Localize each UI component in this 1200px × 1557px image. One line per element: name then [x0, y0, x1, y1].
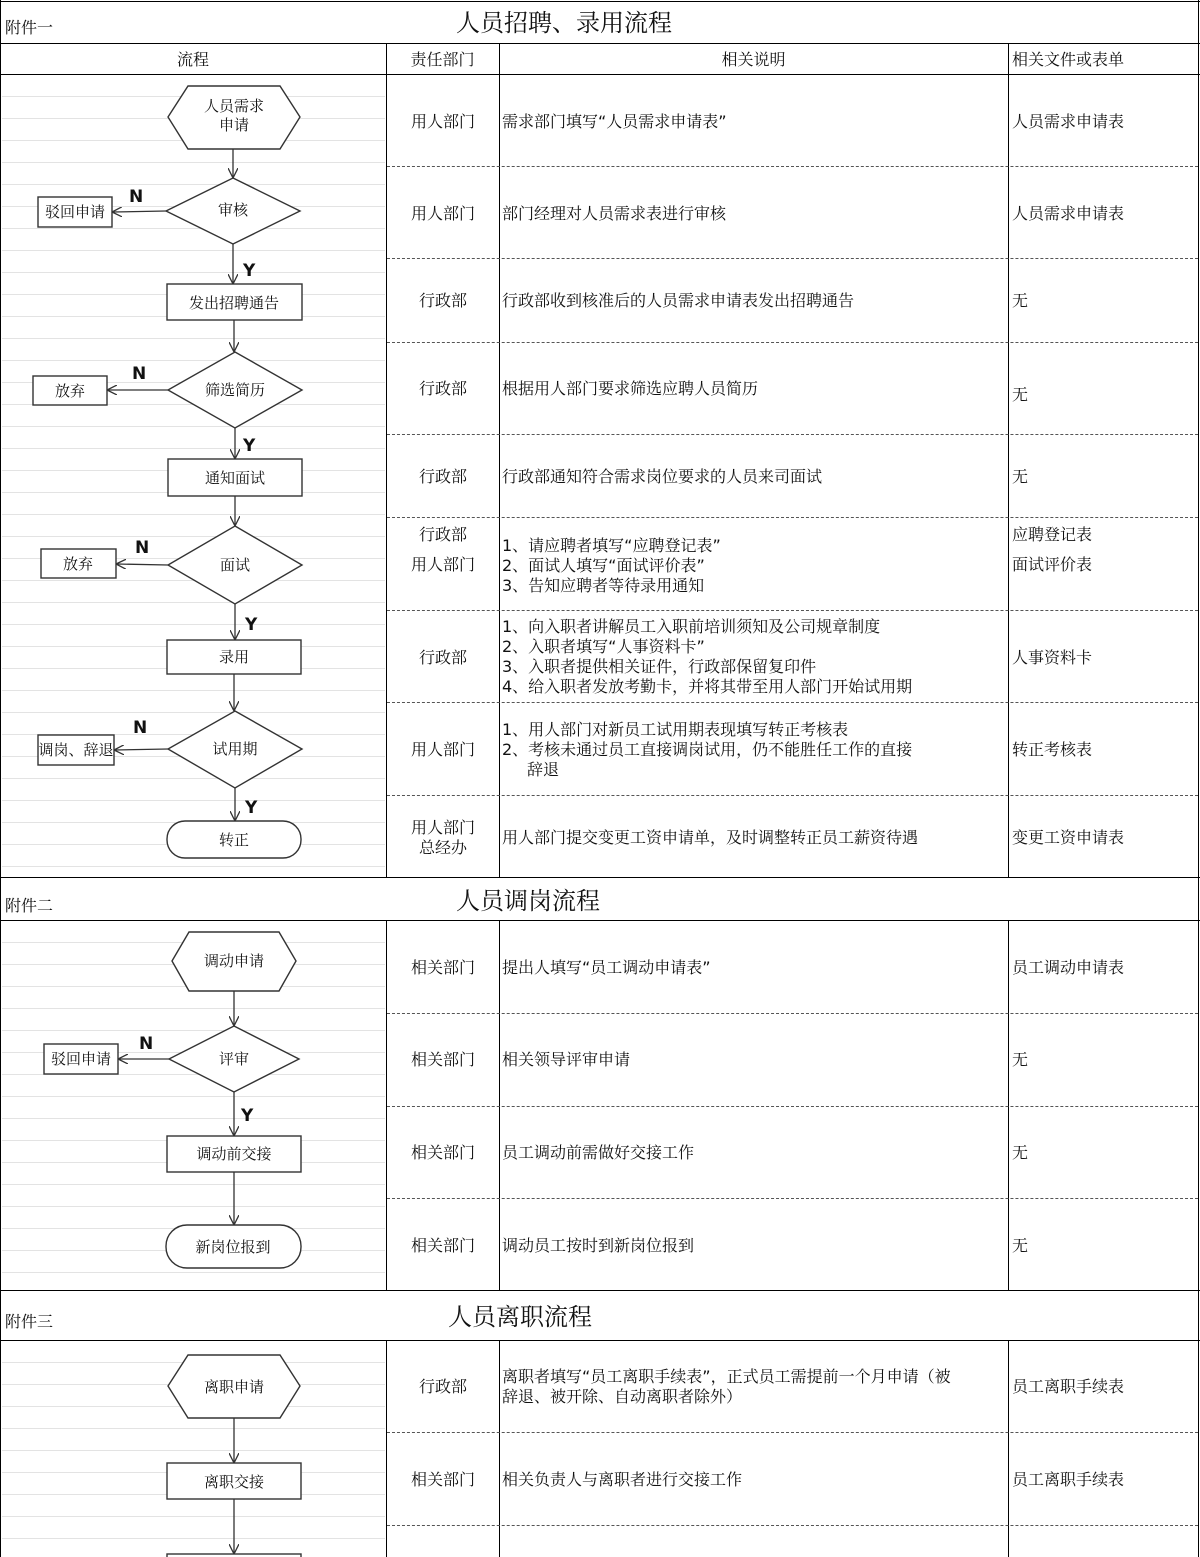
header-desc: 相关说明 — [721, 50, 786, 69]
file-cell: 人员需求申请表 — [1012, 204, 1125, 223]
desc-line: 2、面试人填写“面试评价表” — [502, 556, 705, 575]
node-label: 面试 — [219, 556, 251, 574]
desc-line: 离职者填写“员工离职手续表”，正式员工需提前一个月申请（被 — [502, 1367, 951, 1386]
col-sep-c2 — [1008, 920, 1009, 1290]
dept-cell: 用人部门 — [410, 112, 475, 131]
desc-cell: 员工调动前需做好交接工作 — [502, 1143, 695, 1162]
annex-label-2: 附件二 — [5, 896, 54, 915]
node-label: 新岗位报到 — [195, 1238, 271, 1256]
header-flow: 流程 — [176, 50, 209, 69]
row-sep — [387, 1013, 1198, 1014]
annex-label-3: 附件三 — [5, 1312, 54, 1331]
frame-right — [1198, 0, 1199, 1557]
annex-label-1: 附件一 — [5, 18, 54, 37]
desc-line: 3、告知应聘者等待录用通知 — [502, 576, 705, 595]
dept-cell: 行政部 — [418, 525, 467, 544]
desc-cell: 相关领导评审申请 — [502, 1050, 631, 1069]
no-label: N — [139, 1034, 154, 1054]
node-label: 评审 — [218, 1050, 250, 1068]
yes-label: Y — [243, 436, 256, 456]
node-label: 发出招聘通告 — [188, 294, 280, 312]
dept-cell: 用人部门 — [410, 740, 475, 759]
desc-cell: 部门经理对人员需求表进行审核 — [502, 204, 727, 223]
row-sep — [387, 1432, 1198, 1433]
file-cell: 转正考核表 — [1012, 740, 1093, 759]
header-files: 相关文件或表单 — [1012, 50, 1125, 69]
row-sep — [387, 434, 1198, 435]
row-sep — [387, 610, 1198, 611]
side-label: 放弃 — [62, 555, 94, 573]
dept-cell: 用人部门 — [410, 818, 475, 837]
desc-cell: 根据用人部门要求筛选应聘人员简历 — [502, 379, 759, 398]
file-cell: 应聘登记表 — [1012, 525, 1093, 544]
no-label: N — [135, 538, 150, 558]
row-sep — [387, 1198, 1198, 1199]
dept-cell: 相关部门 — [410, 958, 475, 977]
side-label: 驳回申请 — [50, 1050, 112, 1068]
dept-cell-2: 总经办 — [418, 838, 467, 857]
file-cell: 无 — [1012, 467, 1029, 486]
yes-label: Y — [243, 261, 256, 281]
side-label: 调岗、辞退 — [38, 741, 114, 759]
section-title-1: 人员招聘、录用流程 — [456, 9, 672, 37]
file-cell: 人员需求申请表 — [1012, 112, 1125, 131]
row-sep — [387, 795, 1198, 796]
dept-cell: 相关部门 — [410, 1143, 475, 1162]
dept-cell: 行政部 — [418, 1377, 467, 1396]
col-sep-b1 — [499, 43, 500, 877]
desc-cell: 提出人填写“员工调动申请表” — [502, 958, 711, 977]
file-cell-2: 面试评价表 — [1012, 555, 1093, 574]
dept-cell: 行政部 — [418, 648, 467, 667]
dept-cell: 行政部 — [418, 291, 467, 310]
desc-line: 1、向入职者讲解员工入职前培训须知及公司规章制度 — [502, 617, 881, 636]
dept-cell: 行政部 — [418, 379, 467, 398]
node-label: 离职申请 — [203, 1378, 265, 1396]
section-title-2: 人员调岗流程 — [456, 887, 600, 915]
dept-cell: 相关部门 — [410, 1470, 475, 1489]
desc-cell: 用人部门提交变更工资申请单，及时调整转正员工薪资待遇 — [502, 828, 919, 847]
file-cell: 无 — [1012, 1143, 1029, 1162]
node-label: 通知面试 — [204, 469, 266, 487]
desc-cell: 调动员工按时到新岗位报到 — [502, 1236, 695, 1255]
node-label: 人员需求 — [203, 97, 265, 115]
flowchart — [0, 0, 386, 1557]
row-sep — [387, 258, 1198, 259]
desc-cell: 行政部收到核准后的人员需求申请表发出招聘通告 — [502, 291, 855, 310]
node-label: 筛选简历 — [204, 381, 266, 399]
desc-line: 4、给入职者发放考勤卡，并将其带至用人部门开始试用期 — [502, 677, 913, 696]
desc-line: 3、入职者提供相关证件，行政部保留复印件 — [502, 657, 817, 676]
row-sep — [387, 1525, 1198, 1526]
row-sep — [387, 517, 1198, 518]
no-label: N — [129, 187, 144, 207]
node-label: 离职交接 — [203, 1473, 265, 1491]
yes-label: Y — [241, 1106, 254, 1126]
file-cell: 无 — [1012, 1236, 1029, 1255]
file-cell: 变更工资申请表 — [1012, 828, 1125, 847]
desc-line: 1、请应聘者填写“应聘登记表” — [502, 536, 721, 555]
file-cell: 无 — [1012, 1050, 1029, 1069]
row-sep — [387, 702, 1198, 703]
no-label: N — [133, 718, 148, 738]
dept-cell: 用人部门 — [410, 204, 475, 223]
dept-cell: 相关部门 — [410, 1236, 475, 1255]
dept-cell-2: 用人部门 — [410, 555, 475, 574]
desc-line: 1、用人部门对新员工试用期表现填写转正考核表 — [502, 720, 849, 739]
desc-line: 辞退 — [527, 760, 560, 779]
node-label: 申请 — [218, 116, 250, 134]
node-label: 录用 — [218, 648, 250, 666]
desc-cell: 需求部门填写“人员需求申请表” — [502, 112, 727, 131]
row-sep — [387, 166, 1198, 167]
file-cell: 员工离职手续表 — [1012, 1470, 1125, 1489]
desc-line: 2、入职者填写“人事资料卡” — [502, 637, 705, 656]
side-label: 放弃 — [54, 382, 86, 400]
yes-label: Y — [245, 798, 258, 818]
node-label: 调动申请 — [203, 952, 265, 970]
col-sep-b2 — [499, 920, 500, 1290]
row-sep — [387, 1106, 1198, 1107]
desc-cell: 行政部通知符合需求岗位要求的人员来司面试 — [502, 467, 823, 486]
dept-cell: 行政部 — [418, 467, 467, 486]
side-label: 驳回申请 — [44, 203, 106, 221]
node-label: 审核 — [217, 201, 249, 219]
file-cell: 员工离职手续表 — [1012, 1377, 1125, 1396]
row-sep — [387, 342, 1198, 343]
desc-cell: 相关负责人与离职者进行交接工作 — [502, 1470, 743, 1489]
node-label: 转正 — [218, 831, 250, 849]
file-cell: 无 — [1012, 291, 1029, 310]
section-title-3: 人员离职流程 — [448, 1303, 592, 1331]
node-label: 试用期 — [212, 740, 258, 758]
dept-cell: 相关部门 — [410, 1050, 475, 1069]
col-sep-c1 — [1008, 43, 1009, 877]
header-dept: 责任部门 — [410, 50, 475, 69]
yes-label: Y — [245, 615, 258, 635]
desc-line: 2、考核未通过员工直接调岗试用，仍不能胜任工作的直接 — [502, 740, 913, 759]
file-cell: 员工调动申请表 — [1012, 958, 1125, 977]
desc-line: 辞退、被开除、自动离职者除外） — [502, 1387, 743, 1406]
node-label: 调动前交接 — [196, 1145, 272, 1163]
file-cell: 人事资料卡 — [1012, 648, 1093, 667]
no-label: N — [132, 364, 147, 384]
file-cell: 无 — [1012, 385, 1029, 404]
